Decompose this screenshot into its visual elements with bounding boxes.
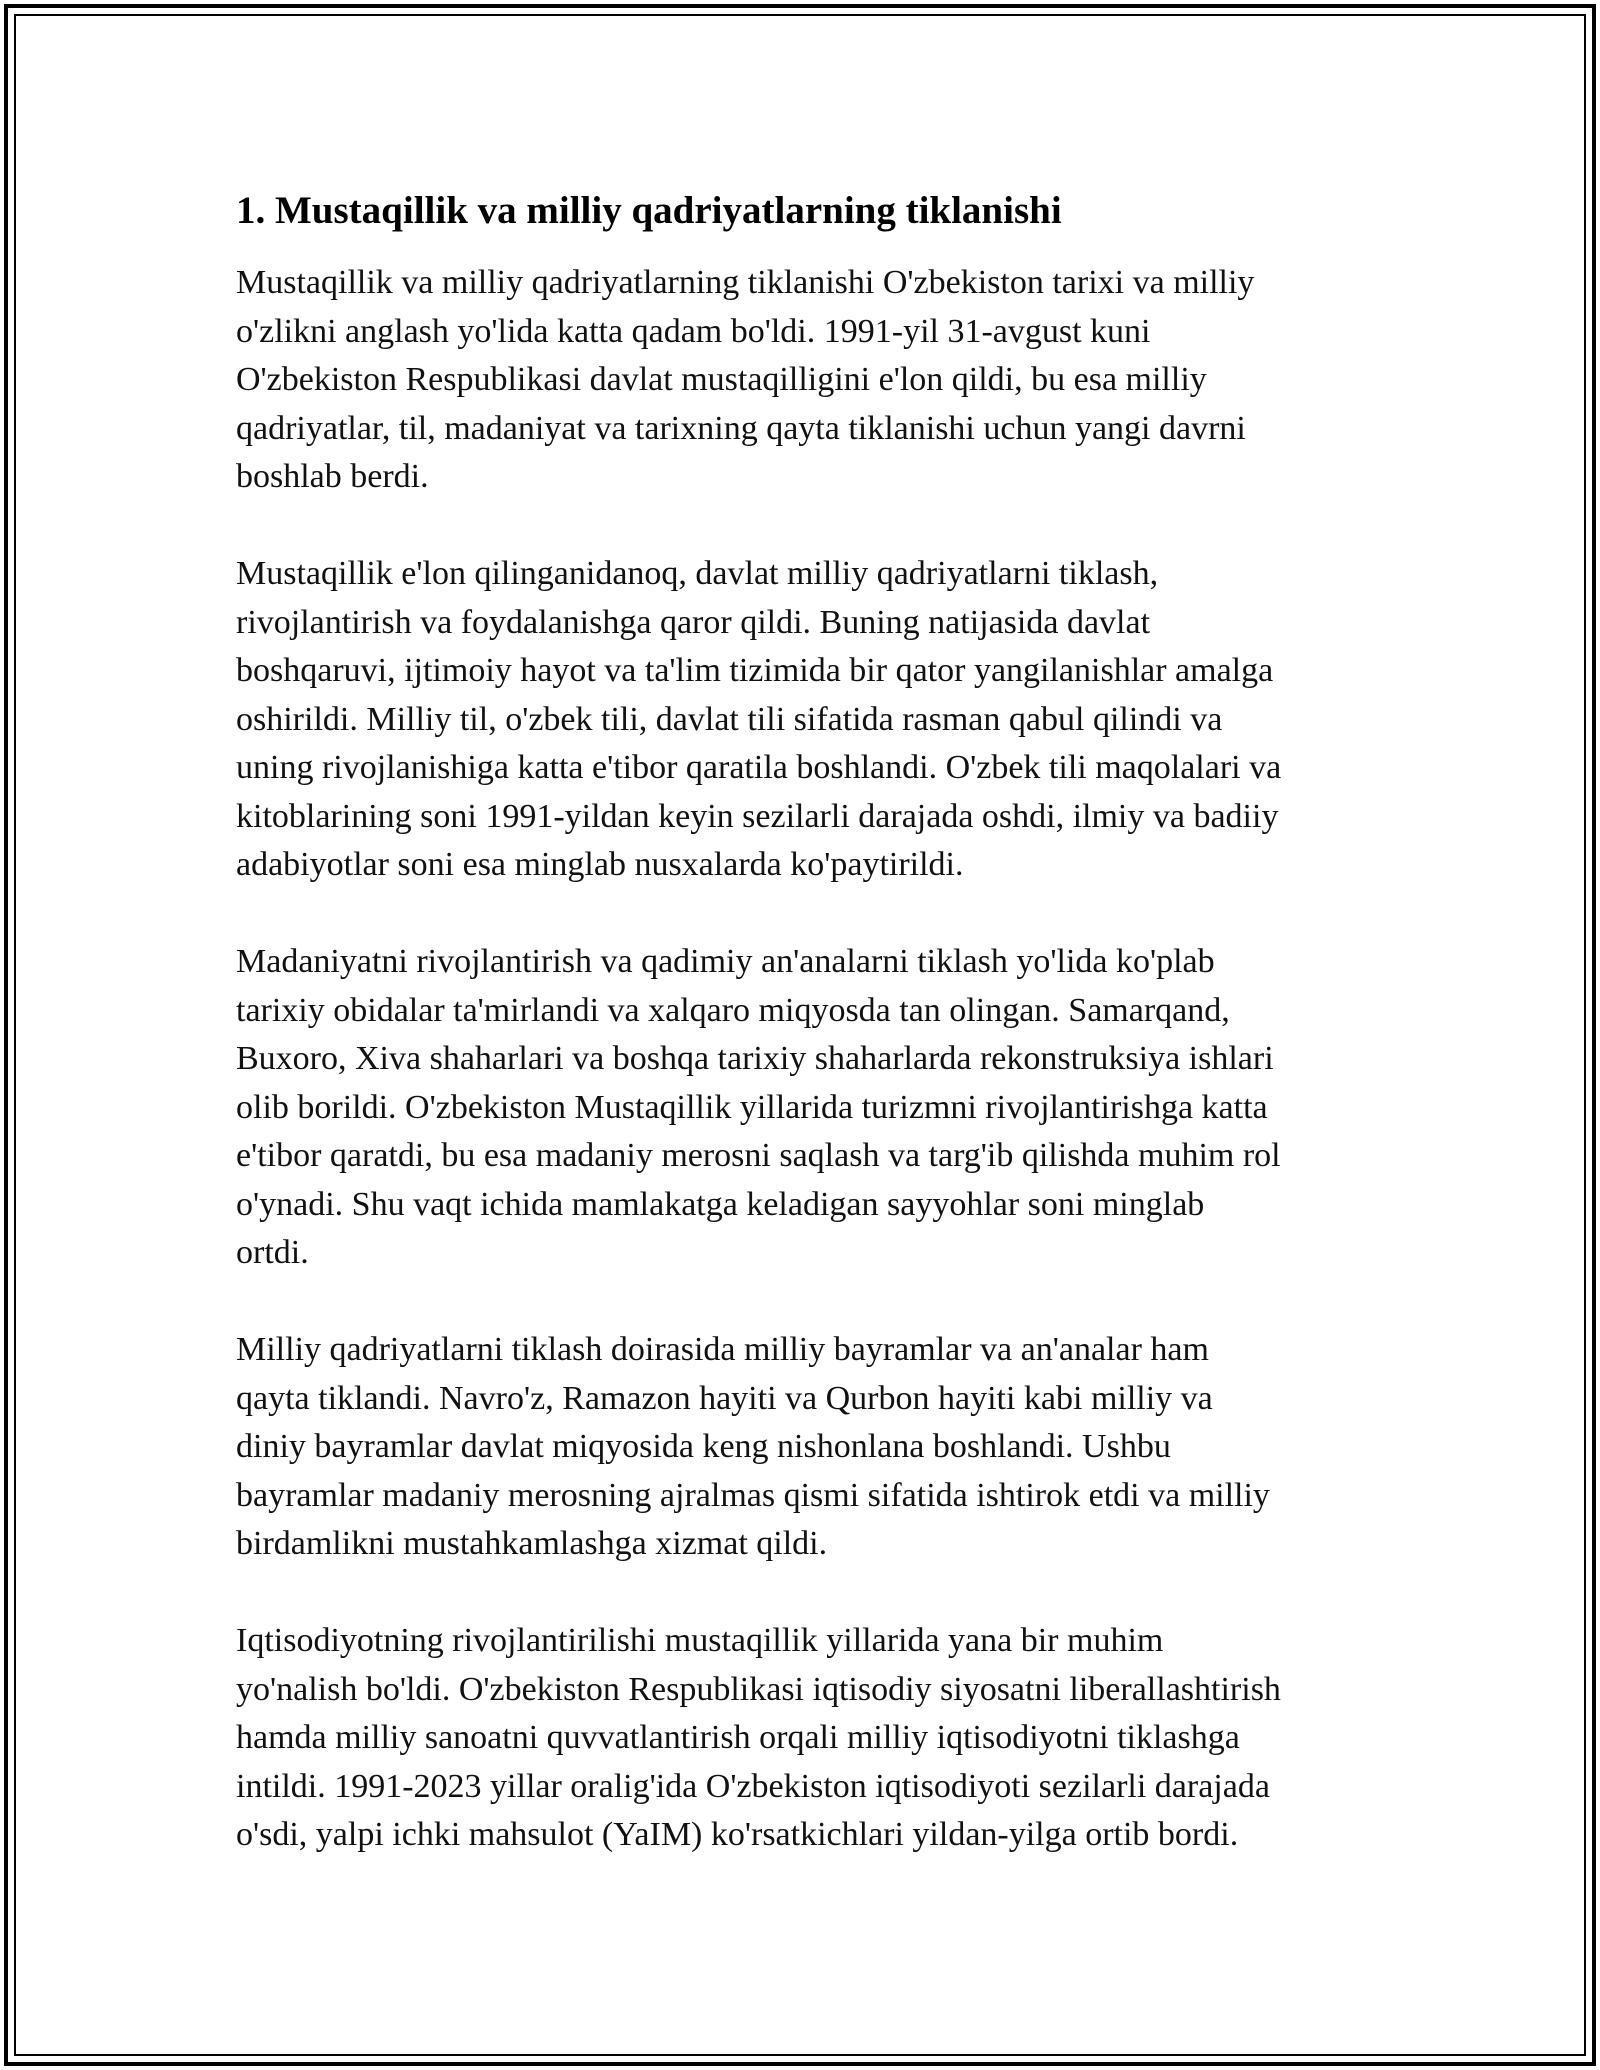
text-line: tarixiy obidalar ta'mirlandi va xalqaro miqyosda tan olingan. Samarqand, <box>236 991 1230 1029</box>
text-line: bayramlar madaniy merosning ajralmas qismi sifatida ishtirok etdi va milliy <box>236 1476 1270 1514</box>
text-line: o'ynadi. Shu vaqt ichida mamlakatga keladigan sayyohlar soni minglab <box>236 1185 1205 1223</box>
paragraph-4 <box>236 1326 1372 1569</box>
document-body <box>236 185 1372 1908</box>
text-line: intildi. 1991-2023 yillar oralig'ida O'zbekiston iqtisodiyoti sezilarli darajada <box>236 1767 1270 1805</box>
text-line: hamda milliy sanoatni quvvatlantirish orqali milliy iqtisodiyotni tiklashga <box>236 1719 1240 1756</box>
text-line: birdamlikni mustahkamlashga xizmat qildi. <box>236 1525 828 1562</box>
text-line: uning rivojlanishiga katta e'tibor qaratila boshlandi. O'zbek tili maqolalari va <box>236 749 1282 786</box>
text-line: o'zlikni anglash yo'lida katta qadam bo'ldi. 1991-yil 31-avgust kuni <box>236 312 1151 350</box>
text-line: oshirildi. Milliy til, o'zbek tili, davlat tili sifatida rasman qabul qilindi va <box>236 700 1223 738</box>
text-line: yo'nalish bo'ldi. O'zbekiston Respublikasi iqtisodiy siyosatni liberallashtirish <box>236 1670 1281 1708</box>
text-line: olib borildi. O'zbekiston Mustaqillik yillarida turizmni rivojlantirishga katta <box>236 1088 1268 1126</box>
text-line: boshqaruvi, ijtimoiy hayot va ta'lim tizimida bir qator yangilanishlar amalga <box>236 652 1274 689</box>
text-line: o'sdi, yalpi ichki mahsulot (YaIM) ko'rsatkichlari yildan-yilga ortib bordi. <box>236 1816 1239 1853</box>
text-line: e'tibor qaratdi, bu esa madaniy merosni saqlash va targ'ib qilishda muhim rol <box>236 1137 1281 1174</box>
paragraph-5 <box>236 1617 1372 1860</box>
text-line: qadriyatlar, til, madaniyat va tarixning qayta tiklanishi uchun yangi davrni <box>236 409 1246 447</box>
section-heading: 1. Mustaqillik va milliy qadriyatlarning tiklanishi <box>236 189 1062 232</box>
text-line: diniy bayramlar davlat miqyosida keng nishonlana boshlandi. Ushbu <box>236 1428 1171 1465</box>
paragraph-1 <box>236 259 1372 502</box>
text-line: kitoblarining soni 1991-yildan keyin sezilarli darajada oshdi, ilmiy va badiiy <box>236 797 1279 835</box>
paragraph-3 <box>236 938 1372 1278</box>
text-line: boshlab berdi. <box>236 458 429 495</box>
text-line: Mustaqillik va milliy qadriyatlarning tiklanishi O'zbekiston tarixi va milliy <box>236 264 1255 301</box>
text-line: adabiyotlar soni esa minglab nusxalarda ko'paytirildi. <box>236 846 964 883</box>
text-line: Iqtisodiyotning rivojlantirilishi mustaqillik yillarida yana bir muhim <box>236 1622 1164 1659</box>
text-line: ortdi. <box>236 1234 309 1271</box>
text-line: qayta tiklandi. Navro'z, Ramazon hayiti va Qurbon hayiti kabi milliy va <box>236 1379 1213 1417</box>
text-line: Milliy qadriyatlarni tiklash doirasida milliy bayramlar va an'analar ham <box>236 1331 1209 1368</box>
text-line: Buxoro, Xiva shaharlari va boshqa tarixiy shaharlarda rekonstruksiya ishlari <box>236 1040 1274 1077</box>
text-line: Mustaqillik e'lon qilinganidanoq, davlat milliy qadriyatlarni tiklash, <box>236 555 1159 592</box>
text-line: rivojlantirish va foydalanishga qaror qildi. Buning natijasida davlat <box>236 603 1151 641</box>
text-line: Madaniyatni rivojlantirish va qadimiy an'analarni tiklash yo'lida ko'plab <box>236 943 1215 980</box>
text-line: O'zbekiston Respublikasi davlat mustaqilligini e'lon qildi, bu esa milliy <box>236 361 1207 398</box>
paragraph-2 <box>236 550 1372 890</box>
